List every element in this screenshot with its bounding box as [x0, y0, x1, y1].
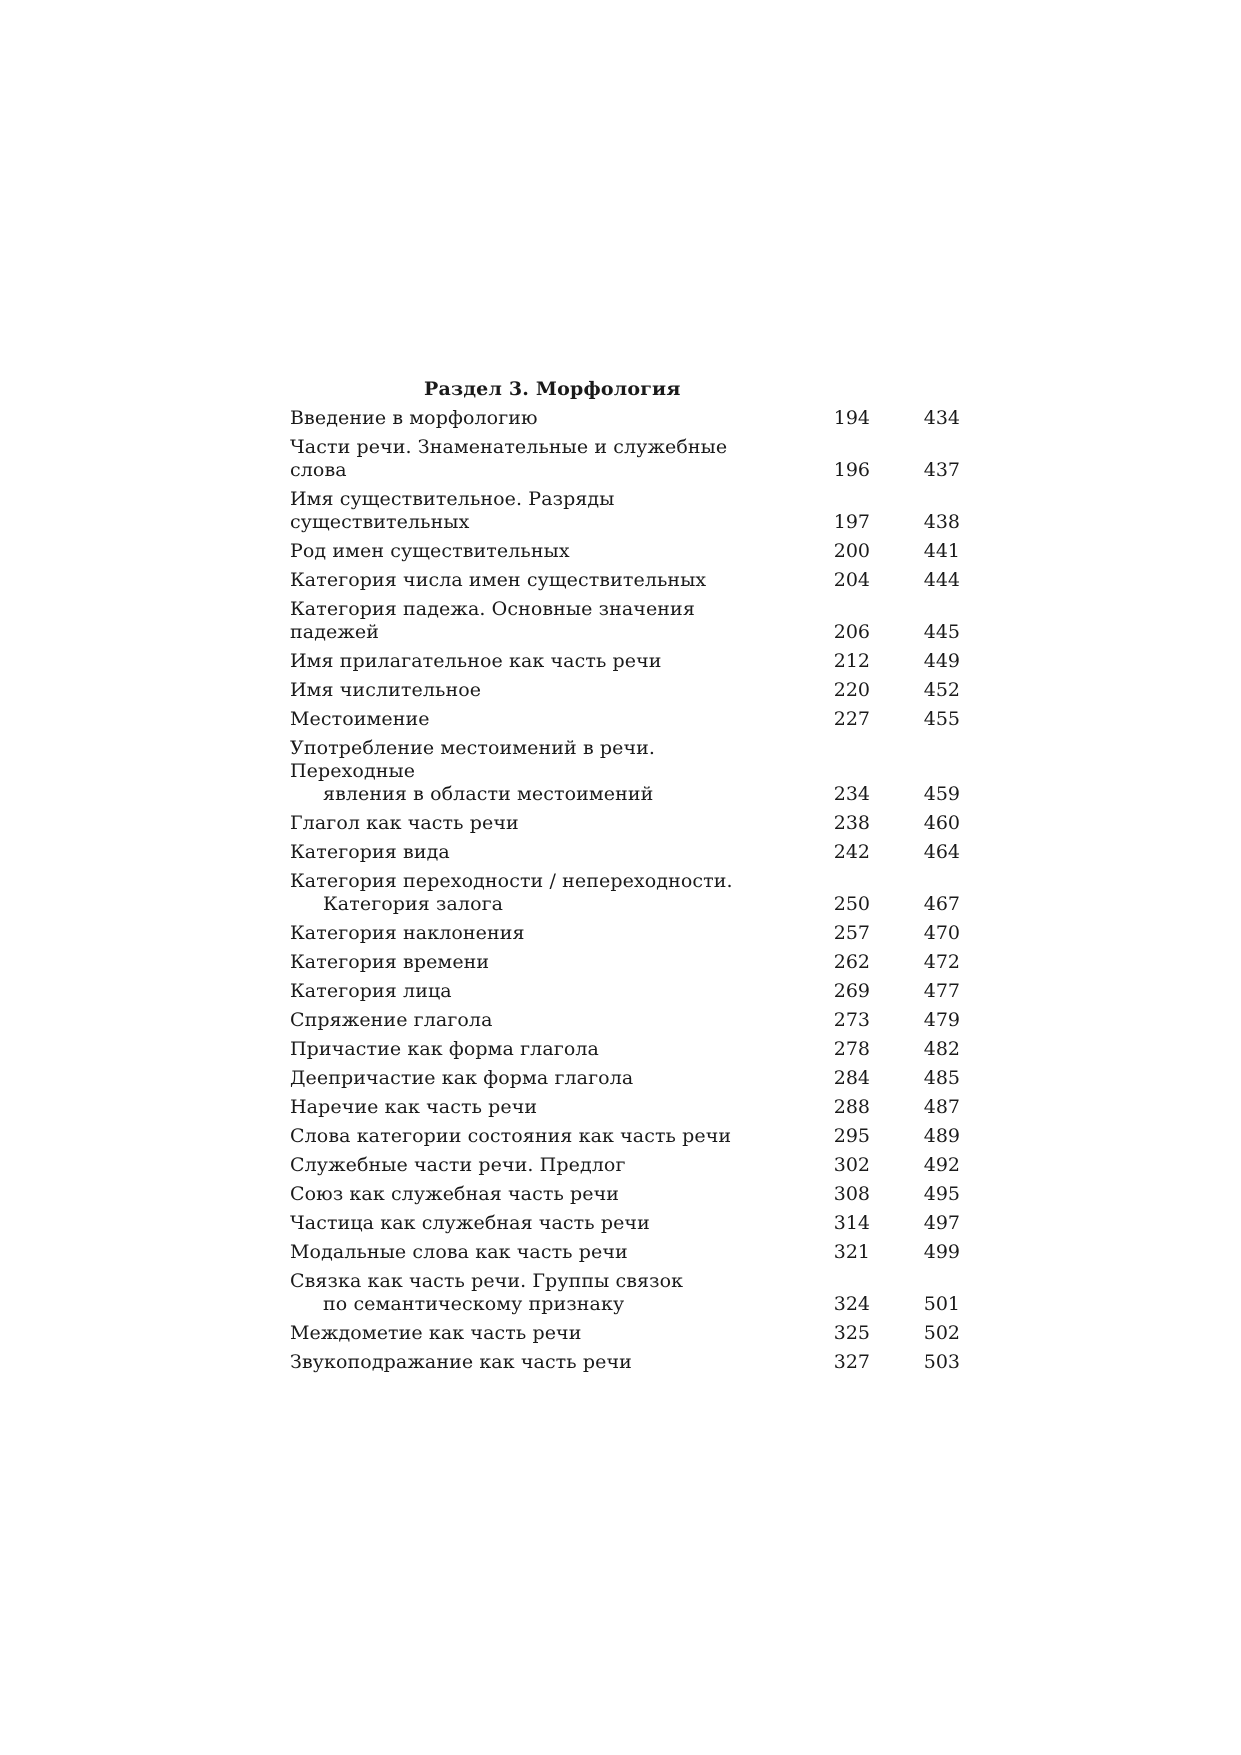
page-number-second: 479 [923, 1009, 960, 1031]
page-number-second: 499 [923, 1241, 960, 1263]
toc-entry [290, 485, 960, 537]
page-number-first: 314 [833, 1212, 870, 1234]
page-number-second: 437 [923, 459, 960, 481]
toc-entry [290, 809, 960, 838]
page-number-second: 441 [923, 540, 960, 562]
page-number-second: 495 [923, 1183, 960, 1205]
toc-entry [290, 1006, 960, 1035]
page-number-second: 492 [923, 1154, 960, 1176]
toc-entry [290, 838, 960, 867]
entry-title-line: Модальные слова как часть речи [290, 1241, 628, 1263]
entry-title-line: Категория переходности / непереходности. [290, 870, 733, 892]
page-number-second: 482 [923, 1038, 960, 1060]
page-number-first: 302 [833, 1154, 870, 1176]
page-number-first: 327 [833, 1351, 870, 1373]
page-number-second: 455 [923, 708, 960, 730]
toc-entry [290, 1267, 960, 1319]
page-number-first: 220 [833, 679, 870, 701]
entry-title-line: Служебные части речи. Предлог [290, 1154, 626, 1176]
entry-title-line: Категория падежа. Основные значения падежей [290, 598, 695, 643]
entry-title-line: Частица как служебная часть речи [290, 1212, 650, 1234]
entry-title [290, 650, 770, 673]
page-number-first: 227 [833, 708, 870, 730]
page-number-second: 503 [923, 1351, 960, 1373]
entry-title-line: Местоимение [290, 708, 430, 730]
toc-entry [290, 404, 960, 433]
entry-title [290, 598, 770, 644]
entry-title-line: Категория числа имен существительных [290, 569, 707, 591]
entry-title [290, 922, 770, 945]
toc-entry [290, 867, 960, 919]
page-number-first: 250 [833, 893, 870, 915]
page-number-first: 321 [833, 1241, 870, 1263]
entry-title [290, 737, 770, 806]
page-number-first: 262 [833, 951, 870, 973]
page-number-second: 460 [923, 812, 960, 834]
page-number-second: 467 [923, 893, 960, 915]
toc-entry [290, 1348, 960, 1377]
entry-title-line: Союз как служебная часть речи [290, 1183, 620, 1205]
entry-title-line: Части речи. Знаменательные и служебные слова [290, 436, 728, 481]
page-number-first: 204 [833, 569, 870, 591]
page-number-second: 459 [923, 783, 960, 805]
page-number-second: 438 [923, 511, 960, 533]
entry-title-line: Глагол как часть речи [290, 812, 519, 834]
entry-title [290, 1351, 770, 1374]
entry-title [290, 540, 770, 563]
entry-title [290, 1322, 770, 1345]
toc-entry [290, 919, 960, 948]
entry-title-line: Имя числительное [290, 679, 482, 701]
entry-title-continuation: явления в области местоимений [323, 783, 654, 805]
page-number-first: 284 [833, 1067, 870, 1089]
toc-entry [290, 1122, 960, 1151]
entry-title-line: Категория лица [290, 980, 452, 1002]
entry-title [290, 1067, 770, 1090]
toc-entries [290, 404, 960, 1377]
page-number-second: 472 [923, 951, 960, 973]
toc-entry [290, 948, 960, 977]
toc-entry [290, 1209, 960, 1238]
toc-entry [290, 1035, 960, 1064]
page-number-second: 445 [923, 621, 960, 643]
page-number-second: 502 [923, 1322, 960, 1344]
page-number-first: 196 [833, 459, 870, 481]
entry-title [290, 1096, 770, 1119]
entry-title [290, 1154, 770, 1177]
entry-title-line: Связка как часть речи. Группы связок [290, 1270, 684, 1292]
entry-title-line: Спряжение глагола [290, 1009, 493, 1031]
entry-title-line: Употребление местоимений в речи. Переходные [290, 737, 656, 782]
entry-title-line: Междометие как часть речи [290, 1322, 582, 1344]
entry-title [290, 1038, 770, 1061]
entry-title-line: Имя существительное. Разряды существительных [290, 488, 615, 533]
page-number-second: 485 [923, 1067, 960, 1089]
page-number-first: 308 [833, 1183, 870, 1205]
toc-entry [290, 1180, 960, 1209]
entry-title [290, 436, 770, 482]
entry-title-line: Причастие как форма глагола [290, 1038, 599, 1060]
entry-title [290, 1270, 770, 1316]
page-number-first: 194 [833, 407, 870, 429]
page-number-second: 444 [923, 569, 960, 591]
page-number-first: 269 [833, 980, 870, 1002]
page-number-first: 242 [833, 841, 870, 863]
page-number-second: 487 [923, 1096, 960, 1118]
entry-title [290, 1212, 770, 1235]
toc-entry [290, 1064, 960, 1093]
page-number-second: 452 [923, 679, 960, 701]
entry-title [290, 841, 770, 864]
page-number-first: 206 [833, 621, 870, 643]
entry-title [290, 1241, 770, 1264]
toc-entry [290, 1151, 960, 1180]
entry-title-line: Имя прилагательное как часть речи [290, 650, 662, 672]
page-number-first: 197 [833, 511, 870, 533]
page-number-second: 489 [923, 1125, 960, 1147]
entry-title-line: Слова категории состояния как часть речи [290, 1125, 732, 1147]
page-number-first: 288 [833, 1096, 870, 1118]
entry-title-continuation: Категория залога [323, 893, 504, 915]
page-number-first: 200 [833, 540, 870, 562]
entry-title [290, 1183, 770, 1206]
toc-entry [290, 977, 960, 1006]
entry-title [290, 1009, 770, 1032]
entry-title-line: Категория времени [290, 951, 490, 973]
page-number-first: 212 [833, 650, 870, 672]
page-number-second: 434 [923, 407, 960, 429]
page-number-first: 324 [833, 1293, 870, 1315]
toc-entry [290, 734, 960, 809]
section-title: Раздел 3. Морфология [424, 378, 681, 400]
page-number-second: 501 [923, 1293, 960, 1315]
page-number-first: 278 [833, 1038, 870, 1060]
entry-title [290, 569, 770, 592]
page-number-first: 234 [833, 783, 870, 805]
entry-title-line: Деепричастие как форма глагола [290, 1067, 634, 1089]
entry-title [290, 812, 770, 835]
entry-title-line: Категория наклонения [290, 922, 525, 944]
entry-title-line: Звукоподражание как часть речи [290, 1351, 632, 1373]
entry-title [290, 870, 770, 916]
page-number-second: 477 [923, 980, 960, 1002]
entry-title [290, 407, 770, 430]
entry-title-line: Категория вида [290, 841, 450, 863]
entry-title [290, 1125, 770, 1148]
page-number-first: 295 [833, 1125, 870, 1147]
toc-entry [290, 705, 960, 734]
entry-title-line: Род имен существительных [290, 540, 570, 562]
toc-entry [290, 595, 960, 647]
toc-entry [290, 676, 960, 705]
page-number-first: 238 [833, 812, 870, 834]
toc-entry [290, 566, 960, 595]
toc-entry [290, 1238, 960, 1267]
toc-entry [290, 1093, 960, 1122]
page-number-second: 464 [923, 841, 960, 863]
page-number-first: 273 [833, 1009, 870, 1031]
toc-entry [290, 1319, 960, 1348]
entry-title-line: Введение в морфологию [290, 407, 538, 429]
entry-title [290, 708, 770, 731]
entry-title [290, 980, 770, 1003]
toc-entry [290, 647, 960, 676]
page-number-first: 257 [833, 922, 870, 944]
entry-title-continuation: по семантическому признаку [323, 1293, 625, 1315]
table-of-contents [290, 376, 960, 1377]
entry-title [290, 488, 770, 534]
entry-title [290, 951, 770, 974]
entry-title-line: Наречие как часть речи [290, 1096, 538, 1118]
page-number-first: 325 [833, 1322, 870, 1344]
toc-entry [290, 433, 960, 485]
page-number-second: 449 [923, 650, 960, 672]
page-number-second: 470 [923, 922, 960, 944]
entry-title [290, 679, 770, 702]
page-number-second: 497 [923, 1212, 960, 1234]
toc-entry [290, 537, 960, 566]
